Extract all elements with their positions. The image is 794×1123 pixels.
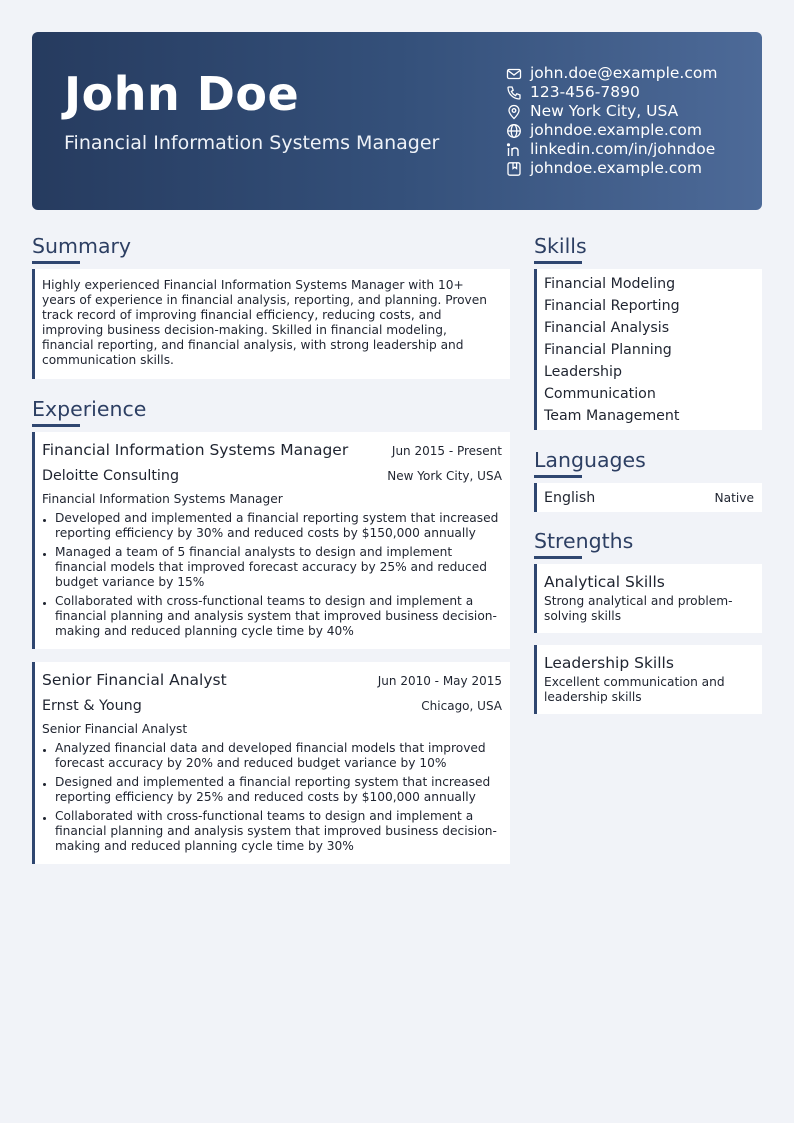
strength-item bbox=[534, 645, 762, 714]
achievement-item: Collaborated with cross-functional teams to design and implement a financial planning and analysis system that improved business decision-making and reduced planning cycle time by 30% bbox=[42, 809, 502, 854]
job-dates: Jun 2015 - Present bbox=[391, 444, 502, 458]
strength-name: Leadership Skills bbox=[544, 654, 674, 672]
contact-text: 123-456-7890 bbox=[530, 83, 640, 101]
job-company: Deloitte Consulting bbox=[42, 468, 180, 484]
strength-name: Analytical Skills bbox=[544, 573, 665, 591]
contact-portfolio[interactable] bbox=[506, 159, 756, 178]
contact-website[interactable] bbox=[506, 121, 756, 140]
skill-item: Financial Modeling bbox=[544, 276, 676, 292]
languages-heading: Languages bbox=[534, 446, 762, 480]
experience-heading: Experience bbox=[32, 395, 510, 429]
skill-item: Financial Reporting bbox=[544, 298, 680, 314]
strength-description: Excellent communication and leadership skills bbox=[544, 675, 725, 704]
skills-heading: Skills bbox=[534, 232, 762, 266]
skill-item: Team Management bbox=[544, 408, 680, 424]
contact-linkedin[interactable] bbox=[506, 140, 756, 159]
contact-text: johndoe.example.com bbox=[530, 159, 702, 177]
job-achievements bbox=[42, 511, 502, 639]
contact-text: linkedin.com/in/johndoe bbox=[530, 140, 716, 158]
skills-list bbox=[534, 269, 762, 430]
language-item bbox=[534, 483, 762, 512]
job-entry bbox=[32, 662, 510, 864]
contact-phone[interactable] bbox=[506, 83, 756, 102]
job-location: Chicago, USA bbox=[421, 699, 502, 713]
contact-text: johndoe.example.com bbox=[530, 121, 702, 139]
job-role: Financial Information Systems Manager bbox=[42, 492, 283, 506]
main-column bbox=[32, 232, 510, 864]
bookmark-icon bbox=[506, 161, 522, 177]
achievement-item: Developed and implemented a financial reporting system that increased reporting efficiency by 30% and reduced costs by $150,000 annually bbox=[42, 511, 502, 541]
language-name: English bbox=[544, 489, 596, 506]
strength-description: Strong analytical and problem-solving skills bbox=[544, 594, 733, 623]
phone-icon bbox=[506, 85, 522, 101]
job-company: Ernst & Young bbox=[42, 698, 142, 714]
job-achievements bbox=[42, 741, 502, 854]
summary-text: Highly experienced Financial Information Systems Manager with 10+ years of experience in financial analysis, reporting, and planning. Proven track record of improving financial efficiency, reducing costs, and improving business decision-making. Skilled in financial modeling, financial reporting, and financial analysis, with strong leadership and communication skills. bbox=[32, 269, 510, 379]
job-role: Senior Financial Analyst bbox=[42, 722, 188, 736]
resume-header bbox=[32, 32, 762, 210]
location-icon bbox=[506, 104, 522, 120]
candidate-title: Financial Information Systems Manager bbox=[64, 132, 440, 154]
strength-item bbox=[534, 564, 762, 633]
linkedin-icon bbox=[506, 142, 522, 158]
mail-icon bbox=[506, 66, 522, 82]
job-title: Senior Financial Analyst bbox=[42, 671, 227, 689]
achievement-item: Analyzed financial data and developed financial models that improved forecast accuracy by 20% and reduced budget variance by 10% bbox=[42, 741, 502, 771]
achievement-item: Collaborated with cross-functional teams to design and implement a financial planning and analysis system that improved business decision-making and reduced planning cycle time by 40% bbox=[42, 594, 502, 639]
job-dates: Jun 2010 - May 2015 bbox=[377, 674, 502, 688]
job-title: Financial Information Systems Manager bbox=[42, 441, 349, 459]
skill-item: Leadership bbox=[544, 364, 622, 380]
skill-item: Financial Planning bbox=[544, 342, 672, 358]
skill-item: Communication bbox=[544, 386, 656, 402]
strengths-heading: Strengths bbox=[534, 527, 762, 561]
job-entry bbox=[32, 432, 510, 649]
contact-text: New York City, USA bbox=[530, 102, 679, 120]
candidate-name: John Doe bbox=[64, 67, 300, 121]
skill-item: Financial Analysis bbox=[544, 320, 670, 336]
globe-icon bbox=[506, 123, 522, 139]
contact-location bbox=[506, 102, 756, 121]
summary-heading: Summary bbox=[32, 232, 510, 266]
achievement-item: Managed a team of 5 financial analysts to design and implement financial models that improved forecast accuracy by 25% and reduced budget variance by 15% bbox=[42, 545, 502, 590]
side-column bbox=[534, 232, 762, 714]
achievement-item: Designed and implemented a financial reporting system that increased reporting efficiency by 25% and reduced costs by $100,000 annually bbox=[42, 775, 502, 805]
contact-list bbox=[506, 64, 756, 178]
contact-text: john.doe@example.com bbox=[530, 64, 718, 82]
contact-email[interactable] bbox=[506, 64, 756, 83]
job-location: New York City, USA bbox=[387, 469, 502, 483]
language-level: Native bbox=[714, 490, 754, 505]
